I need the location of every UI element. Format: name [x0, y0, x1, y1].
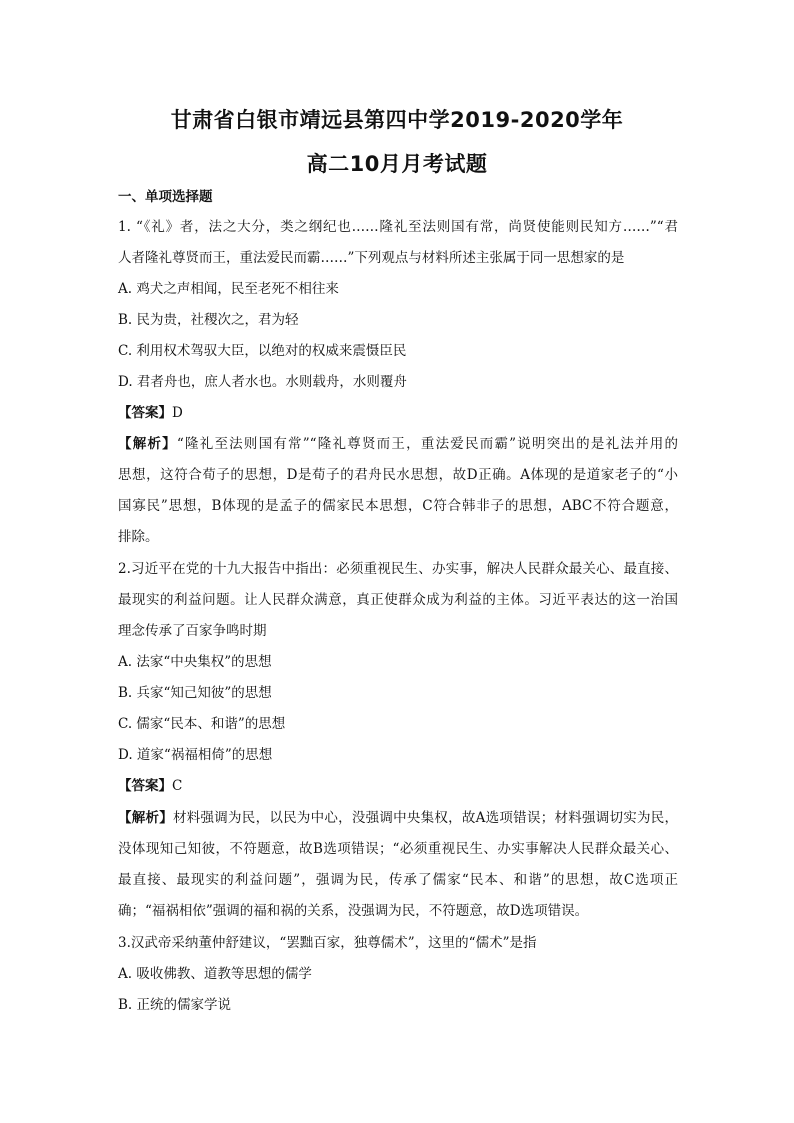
analysis-text: “隆礼至法则国有常”“隆礼尊贤而王，重法爱民而霸”说明突出的是礼法并用的 [176, 436, 679, 452]
q2-option-a: A. 法家“中央集权”的思想 [118, 654, 272, 670]
q1-analysis-line: 思想，这符合荀子的思想，D是荀子的君舟民水思想，故D正确。A体现的是道家老子的“小 [118, 467, 678, 483]
analysis-label: 【解析】 [118, 436, 177, 452]
q2-answer [118, 777, 678, 795]
q2-option-b: B. 兵家“知己知彼”的思想 [118, 685, 272, 701]
document-subtitle: 高二10月月考试题 [306, 152, 488, 176]
answer-value: D [172, 405, 183, 421]
q2-stem-line: 2.习近平在党的十九大报告中指出：必须重视民生、办实事，解决人民群众最关心、最直接、 [118, 561, 678, 577]
q2-analysis-line: 确；“福祸相依”强调的福和祸的关系，没强调为民，不符题意，故D选项错误。 [118, 903, 589, 919]
q2-option-c: C. 儒家“民本、和谐”的思想 [118, 716, 286, 732]
q1-analysis-line [118, 435, 678, 453]
q2-stem-line: 最现实的利益问题。让人民群众满意，真正使群众成为利益的主体。习近平表达的这一治国 [118, 592, 678, 608]
q1-option-a: A. 鸡犬之声相闻，民至老死不相往来 [118, 281, 339, 297]
q1-analysis-line: 排除。 [118, 529, 159, 545]
section-heading: 一、单项选择题 [118, 189, 213, 205]
q3-stem-line: 3.汉武帝采纳董仲舒建议，“罢黜百家，独尊儒术”，这里的“儒术”是指 [118, 935, 537, 951]
q1-option-d: D. 君者舟也，庶人者水也。水则载舟，水则覆舟 [118, 374, 407, 390]
q2-option-d: D. 道家“祸福相倚”的思想 [118, 747, 273, 763]
q3-option-a: A. 吸收佛教、道教等思想的儒学 [118, 966, 312, 982]
answer-label: 【答案】 [118, 778, 172, 794]
q1-stem-line: 人者隆礼尊贤而王，重法爱民而霸……”下列观点与材料所述主张属于同一思想家的是 [118, 250, 625, 266]
answer-label: 【答案】 [118, 405, 172, 421]
q2-analysis-line [118, 809, 678, 827]
q1-analysis-line: 国寡民”思想，B体现的是孟子的儒家民本思想，C符合韩非子的思想，ABC不符合题意， [118, 498, 678, 514]
q1-answer [118, 404, 678, 422]
answer-value: C [172, 778, 183, 794]
analysis-text: 材料强调为民，以民为中心，没强调中央集权，故A选项错误；材料强调切实为民， [173, 810, 679, 826]
q2-stem-line: 理念传承了百家争鸣时期 [118, 623, 267, 639]
analysis-label: 【解析】 [118, 810, 174, 826]
q3-option-b: B. 正统的儒家学说 [118, 997, 232, 1013]
document-title: 甘肃省白银市靖远县第四中学2019-2020学年 [170, 108, 624, 132]
q2-analysis-line: 最直接、最现实的利益问题”，强调为民，传承了儒家“民本、和谐”的思想，故C选项正 [118, 872, 678, 888]
q1-stem-line: 1. “《礼》者，法之大分，类之纲纪也……隆礼至法则国有常，尚贤使能则民知方……”“君 [118, 219, 678, 235]
q2-analysis-line: 没体现知己知彼，不符题意，故B选项错误；“必须重视民生、办实事解决人民群众最关心、 [118, 841, 678, 857]
q1-option-c: C. 利用权术驾驭大臣，以绝对的权威来震慑臣民 [118, 343, 407, 359]
q1-option-b: B. 民为贵，社稷次之，君为轻 [118, 312, 299, 328]
